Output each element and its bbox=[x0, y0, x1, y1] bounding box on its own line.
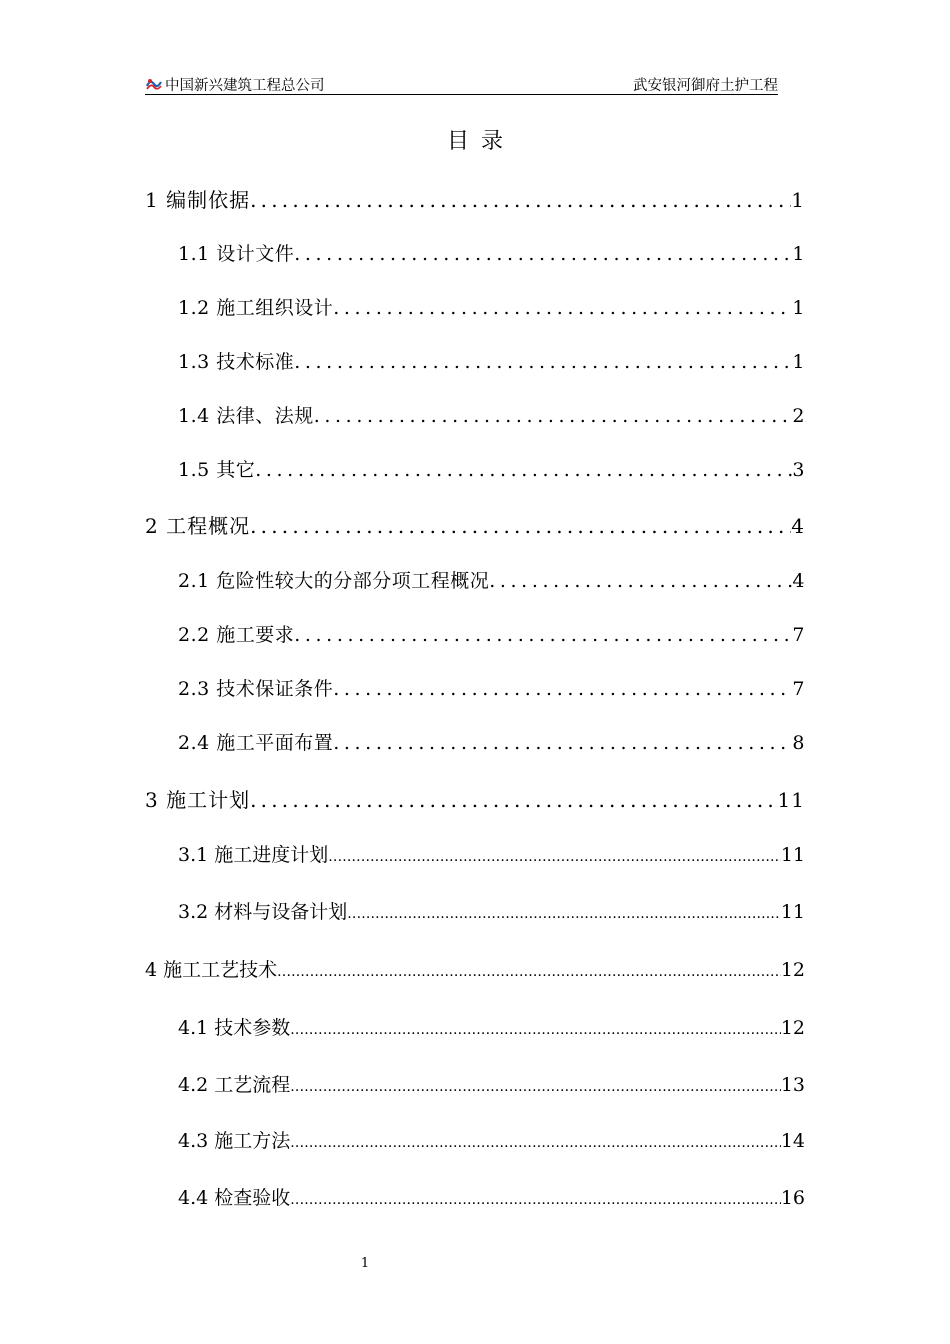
toc-entry-page: 14 bbox=[780, 1130, 805, 1152]
toc-entry-page: 1 bbox=[792, 243, 805, 265]
toc-leader-dots bbox=[314, 405, 793, 427]
toc-entry[interactable] bbox=[145, 784, 805, 814]
toc-entry[interactable] bbox=[178, 1070, 805, 1100]
toc-leader-dots bbox=[489, 570, 792, 592]
toc-entry-page: 4 bbox=[792, 570, 805, 592]
toc-entry[interactable] bbox=[178, 620, 805, 650]
toc-entry[interactable] bbox=[178, 239, 805, 269]
toc-leader-dots bbox=[277, 964, 781, 980]
toc-entry[interactable] bbox=[178, 728, 805, 758]
toc-leader-dots bbox=[328, 849, 781, 865]
toc-entry-page: 2 bbox=[792, 405, 805, 427]
toc-title: 目录 bbox=[446, 129, 515, 154]
toc-entry-label: 4 施工工艺技术 bbox=[145, 959, 278, 981]
toc-entry-label: 1.3 技术标准 bbox=[178, 351, 295, 373]
toc-leader-dots bbox=[294, 243, 792, 265]
toc-leader-dots bbox=[290, 1135, 781, 1151]
toc-leader-dots bbox=[294, 624, 792, 646]
toc-entry-page: 7 bbox=[792, 624, 805, 646]
toc-entry-label: 3 施工计划 bbox=[145, 788, 251, 812]
toc-leader-dots bbox=[333, 297, 792, 319]
toc-leader-dots bbox=[250, 188, 791, 212]
toc-entry-label: 2.1 危险性较大的分部分项工程概况 bbox=[178, 570, 490, 592]
header-project: 武安银河御府土护工程 bbox=[633, 78, 778, 94]
toc-entry-page: 3 bbox=[792, 459, 805, 481]
toc-entry[interactable] bbox=[178, 1126, 805, 1156]
page-number: 1 bbox=[360, 1256, 370, 1271]
toc-entry-page: 11 bbox=[777, 788, 805, 812]
header-left bbox=[145, 74, 325, 95]
toc-entry[interactable] bbox=[178, 566, 805, 596]
toc-leader-dots bbox=[250, 514, 791, 538]
toc-entry-page: 11 bbox=[780, 844, 805, 866]
toc-entry-label: 3.1 施工进度计划 bbox=[178, 844, 329, 866]
toc-leader-dots bbox=[290, 1079, 781, 1095]
toc-entry[interactable] bbox=[145, 955, 805, 985]
toc-entry-label: 1.1 设计文件 bbox=[178, 243, 295, 265]
page-header bbox=[145, 70, 778, 95]
toc-entry-page: 1 bbox=[791, 188, 805, 212]
toc-entry[interactable] bbox=[178, 1013, 805, 1043]
toc-entry-label: 4.4 检查验收 bbox=[178, 1187, 291, 1209]
toc-entry-page: 12 bbox=[780, 959, 805, 981]
toc-leader-dots bbox=[333, 732, 792, 754]
toc-entry-label: 4.2 工艺流程 bbox=[178, 1074, 291, 1096]
toc-entry-label: 4.1 技术参数 bbox=[178, 1017, 291, 1039]
toc-leader-dots bbox=[347, 906, 781, 922]
toc-entry-label: 2.2 施工要求 bbox=[178, 624, 295, 646]
toc-entry-page: 7 bbox=[792, 678, 805, 700]
toc-leader-dots bbox=[250, 788, 777, 812]
toc-entry-label: 3.2 材料与设备计划 bbox=[178, 901, 348, 923]
toc-entry-page: 4 bbox=[791, 514, 805, 538]
toc-leader-dots bbox=[333, 678, 792, 700]
toc-entry-label: 2.3 技术保证条件 bbox=[178, 678, 334, 700]
toc-entry-label: 1.5 其它 bbox=[178, 459, 256, 481]
toc-entry[interactable] bbox=[178, 897, 805, 927]
toc-entry-label: 1 编制依据 bbox=[145, 188, 251, 212]
toc-entry-page: 11 bbox=[780, 901, 805, 923]
toc-leader-dots bbox=[290, 1022, 781, 1038]
toc-entry-page: 1 bbox=[792, 297, 805, 319]
toc-entry-label: 4.3 施工方法 bbox=[178, 1130, 291, 1152]
toc-entry[interactable] bbox=[178, 347, 805, 377]
toc-leader-dots bbox=[290, 1192, 781, 1208]
toc-entry-page: 12 bbox=[780, 1017, 805, 1039]
toc-entry-label: 2 工程概况 bbox=[145, 514, 251, 538]
toc-entry[interactable] bbox=[178, 674, 805, 704]
toc-entry-page: 16 bbox=[780, 1187, 805, 1209]
company-logo-icon bbox=[145, 77, 163, 93]
toc-entry-page: 13 bbox=[780, 1074, 805, 1096]
header-company: 中国新兴建筑工程总公司 bbox=[165, 78, 325, 94]
toc-entry-page: 1 bbox=[792, 351, 805, 373]
toc-entry[interactable] bbox=[178, 455, 805, 485]
toc-leader-dots bbox=[255, 459, 792, 481]
toc-entry-label: 2.4 施工平面布置 bbox=[178, 732, 334, 754]
toc-entry[interactable] bbox=[145, 510, 805, 540]
toc-entry-label: 1.2 施工组织设计 bbox=[178, 297, 334, 319]
toc-entry[interactable] bbox=[145, 184, 805, 214]
toc-leader-dots bbox=[294, 351, 792, 373]
toc-entry[interactable] bbox=[178, 401, 805, 431]
toc-entry[interactable] bbox=[178, 840, 805, 870]
toc-entry-label: 1.4 法律、法规 bbox=[178, 405, 314, 427]
toc-entry[interactable] bbox=[178, 1183, 805, 1213]
toc-entry-page: 8 bbox=[792, 732, 805, 754]
toc-entry[interactable] bbox=[178, 293, 805, 323]
